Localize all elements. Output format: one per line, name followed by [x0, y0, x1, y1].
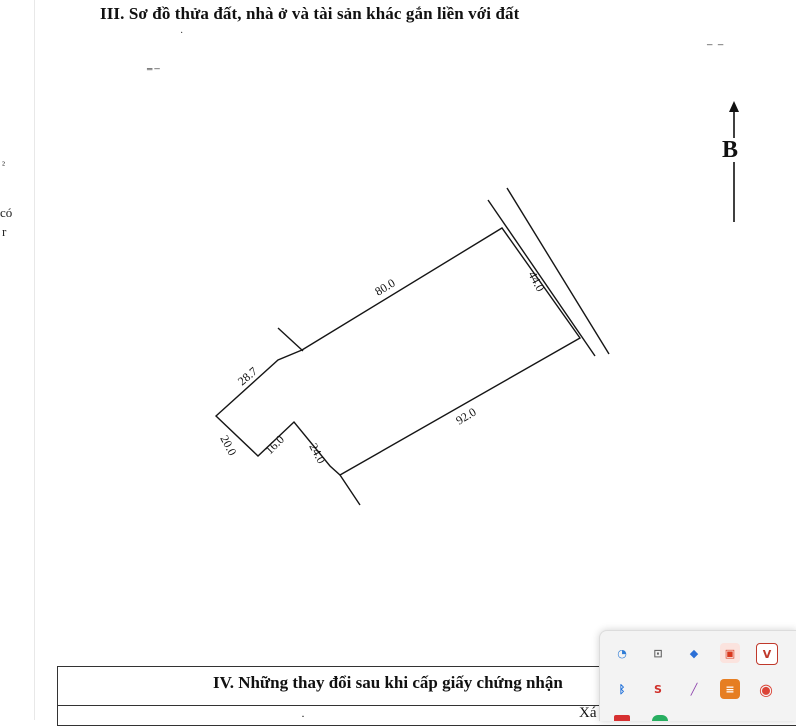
scan-mark: ⁼⁻ [146, 65, 161, 80]
pen-icon[interactable]: ╱ [690, 682, 698, 696]
margin-fragment-text: r [2, 224, 7, 239]
dimension-label-left-side: 20.0 [217, 432, 240, 458]
controller-icon[interactable]: ⊡ [653, 646, 663, 660]
app-icon[interactable]: ▣ [720, 643, 740, 663]
scan-mark: · [180, 28, 184, 39]
column-header-fragment: · [301, 709, 305, 723]
gadget-icon[interactable]: ◔ [617, 646, 627, 660]
bluetooth-icon[interactable]: ᛒ [618, 682, 626, 696]
changes-section-title: IV. Những thay đổi sau khi cấp giấy chứng nhận [213, 673, 563, 692]
dimension-label-left-diagonal: 28.7 [234, 364, 261, 389]
partial-tray-icon[interactable] [614, 715, 630, 721]
shield-icon[interactable]: ◆ [689, 646, 699, 660]
partial-tray-icon[interactable] [652, 715, 668, 721]
dimension-label-notch-vertical: 24.0 [306, 440, 329, 466]
dimension-label-right: 44.0 [525, 268, 548, 294]
dimension-label-notch-horizontal: 16.0 [262, 432, 287, 458]
system-tray-overflow [599, 630, 796, 721]
checkmark-app-icon[interactable]: V [756, 643, 778, 665]
column-header-fragment: Xá [579, 705, 597, 721]
swirl-app-icon[interactable]: S [654, 682, 662, 696]
scan-mark: ⁻ ⁻ [706, 41, 725, 56]
dimension-label-top: 80.0 [372, 275, 398, 299]
neighbor-boundary-bottom [340, 475, 360, 505]
section-title: III. Sơ đồ thửa đất, nhà ở và tài sản khác gắn liền với đất [100, 4, 520, 23]
chrome-icon[interactable]: ◉ [759, 679, 773, 699]
margin-fragment-text: có [0, 205, 13, 220]
notes-app-icon[interactable]: ≡ [720, 679, 740, 699]
dimension-label-bottom: 92.0 [453, 404, 479, 428]
road-edge-outer [507, 188, 609, 354]
north-label: B [722, 137, 739, 163]
neighbor-boundary-top [278, 328, 303, 351]
margin-fragment-superscript: ² [2, 160, 5, 171]
